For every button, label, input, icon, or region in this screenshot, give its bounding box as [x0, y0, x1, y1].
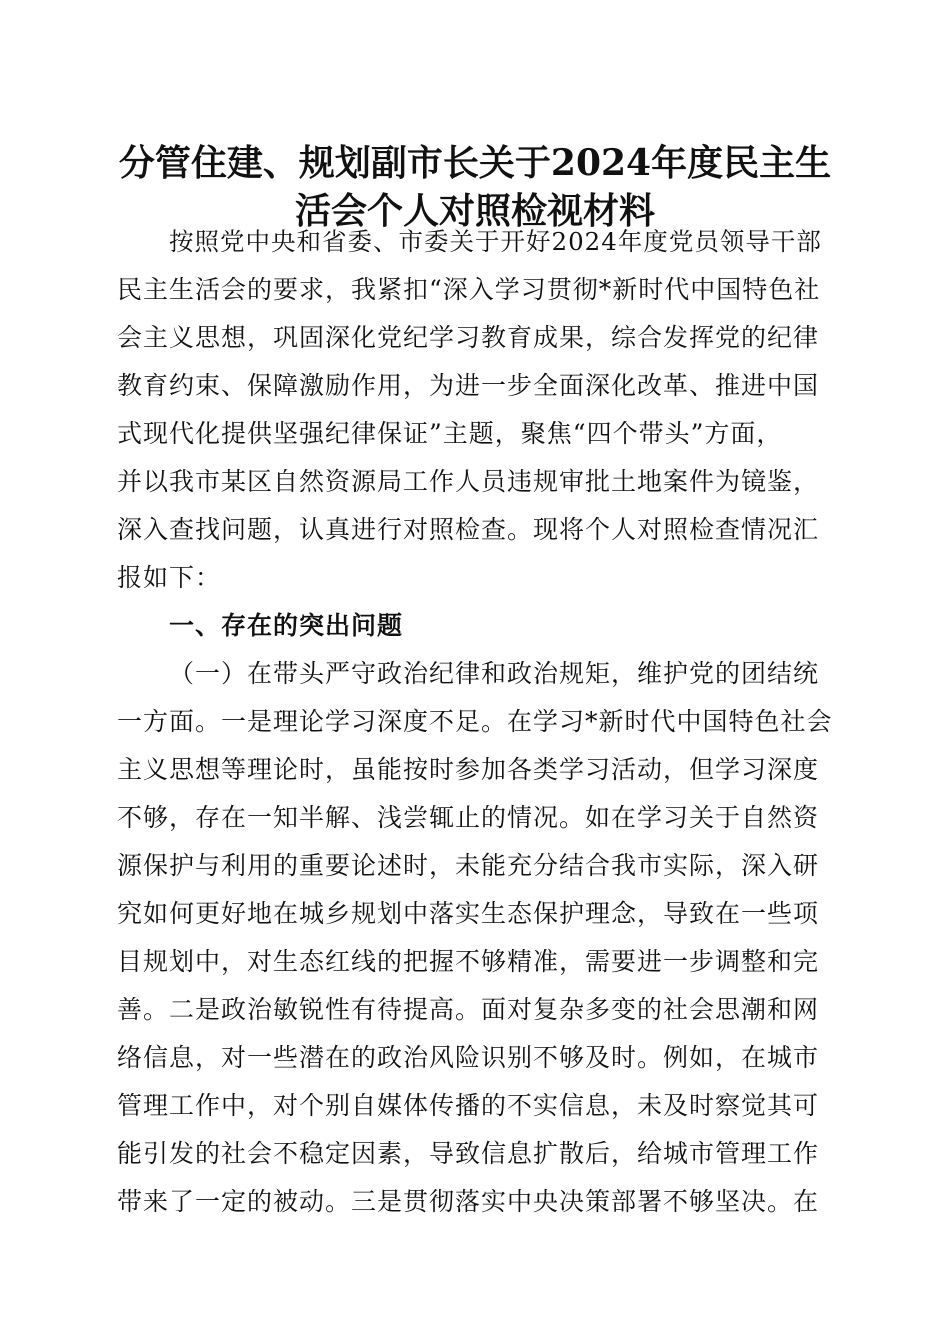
body-paragraph-line: 目规划中，对生态红线的把握不够精准，需要进一步调整和完: [117, 947, 820, 976]
body-paragraph-line: 不够，存在一知半解、浅尝辄止的情况。如在学习关于自然资: [117, 803, 820, 832]
body-paragraph-line: 络信息，对一些潜在的政治风险识别不够及时。例如，在城市: [117, 1043, 820, 1072]
body-paragraph-line: 一方面。一是理论学习深度不足。在学习*新时代中国特色社会: [117, 707, 833, 736]
body-paragraph-line: 究如何更好地在城乡规划中落实生态保护理念，导致在一些项: [117, 899, 820, 928]
document-title-line-1: 分管住建、规划副市长关于2024年度民主生: [118, 142, 832, 184]
intro-paragraph-line: 并以我市某区自然资源局工作人员违规审批土地案件为镜鉴，: [117, 467, 820, 496]
body-paragraph-line: 善。二是政治敏锐性有待提高。面对复杂多变的社会思潮和网: [117, 995, 820, 1024]
document-title-line-2: 活会个人对照检视材料: [294, 190, 655, 232]
intro-paragraph-line: 式现代化提供坚强纪律保证”主题，聚焦“四个带头”方面，: [117, 419, 783, 448]
body-paragraph-line: 带来了一定的被动。三是贯彻落实中央决策部署不够坚决。在: [117, 1187, 820, 1216]
intro-paragraph-line: 会主义思想，巩固深化党纪学习教育成果，综合发挥党的纪律: [117, 323, 820, 352]
intro-paragraph-line: 深入查找问题，认真进行对照检查。现将个人对照检查情况汇: [117, 515, 820, 544]
section-heading: 一、存在的突出问题: [169, 611, 404, 640]
intro-paragraph-line: 报如下：: [117, 563, 222, 592]
intro-paragraph-line: 民主生活会的要求，我紧扣“深入学习贯彻*新时代中国特色社: [117, 275, 821, 304]
intro-paragraph-line: 教育约束、保障激励作用，为进一步全面深化改革、推进中国: [117, 371, 820, 400]
body-paragraph-line: 能引发的社会不稳定因素，导致信息扩散后，给城市管理工作: [117, 1139, 820, 1168]
intro-paragraph-line: 按照党中央和省委、市委关于开好2024年度党员领导干部: [169, 227, 822, 256]
body-paragraph-line: 管理工作中，对个别自媒体传播的不实信息，未及时察觉其可: [117, 1091, 820, 1120]
body-paragraph-line: 源保护与利用的重要论述时，未能充分结合我市实际，深入研: [117, 851, 820, 880]
body-paragraph-line: 主义思想等理论时，虽能按时参加各类学习活动，但学习深度: [117, 755, 820, 784]
body-paragraph-line: （一）在带头严守政治纪律和政治规矩，维护党的团结统: [169, 659, 820, 688]
